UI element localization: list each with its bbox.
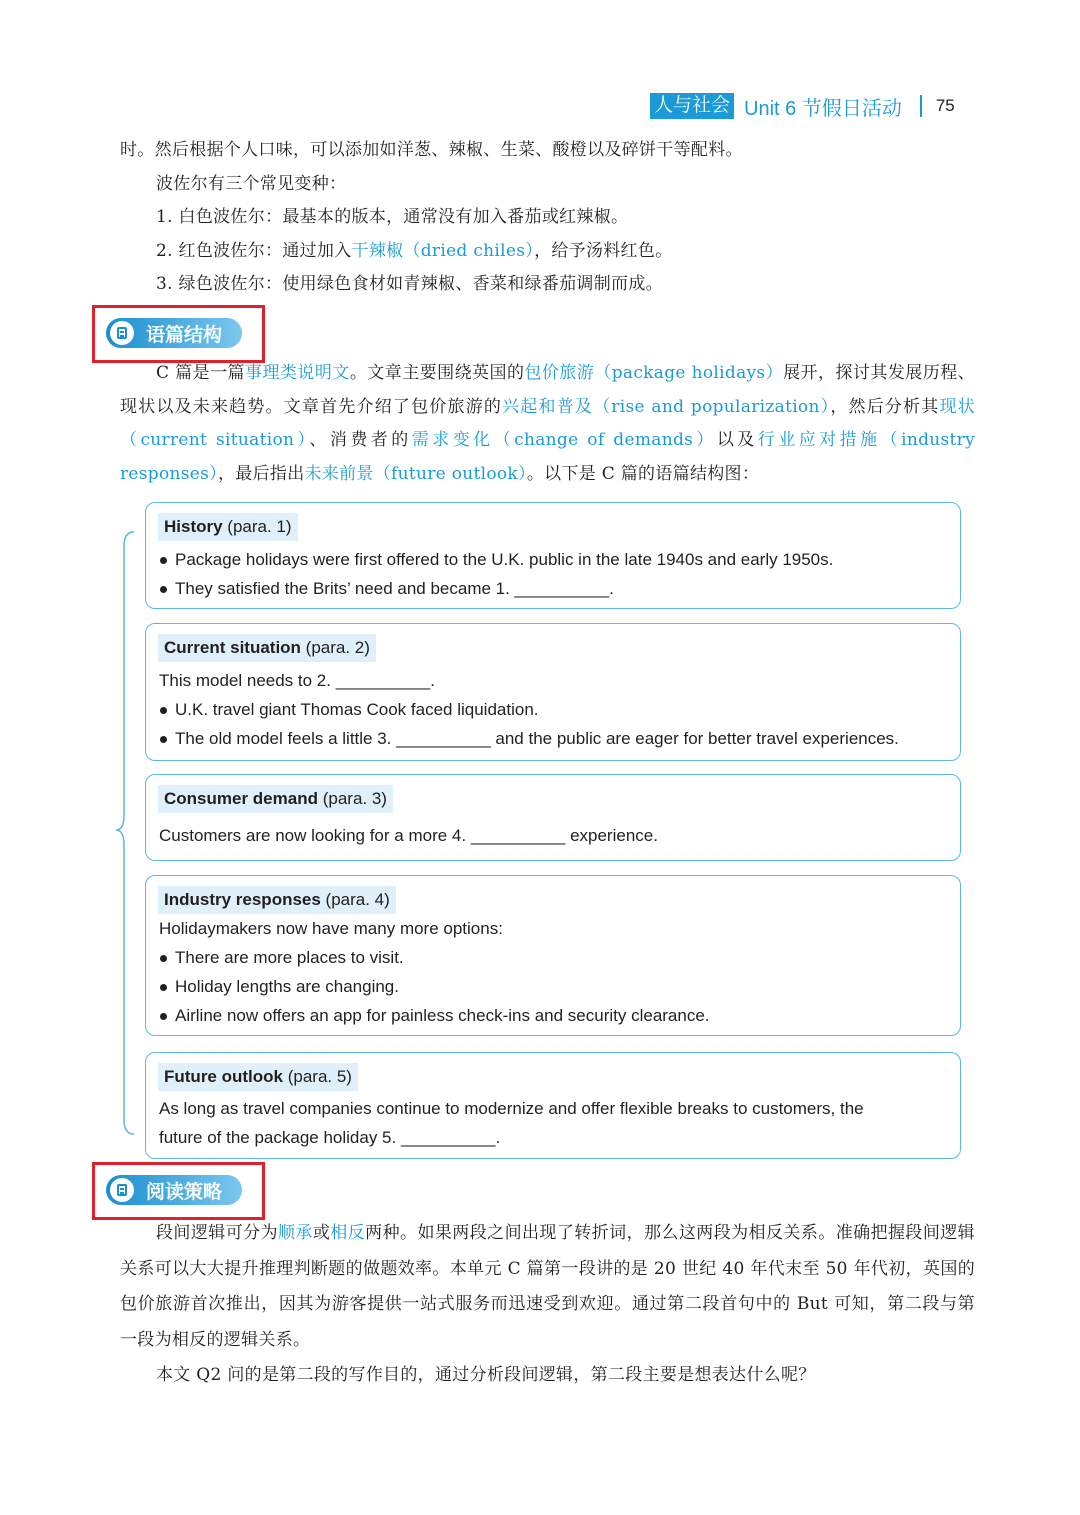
box-title-bold: Current situation xyxy=(164,638,301,657)
highlight-term: 行业应对措施（industry responses） xyxy=(120,430,975,484)
box-title-bold: Industry responses xyxy=(164,890,321,909)
header-unit-title: Unit 6 节假日活动 xyxy=(744,97,902,120)
text: 、消费者的 xyxy=(309,430,412,450)
structure-box-future-outlook xyxy=(145,1052,961,1159)
variant-item-2-highlight: 干辣椒（dried chiles） xyxy=(351,241,535,261)
box-title xyxy=(158,886,396,914)
structure-box-industry-responses xyxy=(145,875,961,1036)
text: 。文章主要围绕英国的 xyxy=(349,363,525,383)
bullet-item: The old model feels a little 3. __________ and the public are eager for better travel experiences. xyxy=(159,728,899,750)
box-line: Holidaymakers now have many more options: xyxy=(159,919,503,938)
brace-connector xyxy=(114,530,138,1136)
text: 两种。如果两段之间出现了转折词，那么这两段为相反关系。准确把握段间逻辑关系可以大大提升推理判断题的做题效率。本单元 C 篇第一段讲的是 20 世纪 40 年代末至 50 年代初，英国的包价旅游首次推出，因其为游客提供一站式服务而迅速受到欢迎。通过第二段首句中的 But 可知，第二段与第一段为相反的逻辑关系。 xyxy=(120,1223,975,1350)
section-badge-structure xyxy=(106,318,242,348)
text: ，最后指出 xyxy=(218,463,305,484)
box-line: future of the package holiday 5. __________. xyxy=(159,1128,501,1147)
text: 以及 xyxy=(716,430,758,450)
box-title-para: (para. 1) xyxy=(222,517,292,536)
text: C 篇是一篇 xyxy=(156,363,246,383)
box-title xyxy=(158,634,376,662)
document-icon xyxy=(110,321,134,345)
bullet-item: There are more places to visit. xyxy=(159,947,404,969)
intro-line-1: 时。然后根据个人口味，可以添加如洋葱、辣椒、生菜、酸橙以及碎饼干等配料。 xyxy=(120,140,743,160)
bullet-item: Holiday lengths are changing. xyxy=(159,976,399,998)
bullet-item: U.K. travel giant Thomas Cook faced liquidation. xyxy=(159,699,539,721)
variant-item-2-tail: ，给予汤料红色。 xyxy=(534,241,673,261)
highlight-term: 顺承 xyxy=(278,1223,313,1243)
text: 。以下是 C 篇的语篇结构图： xyxy=(526,463,760,484)
text: 展开，探讨其发展历程、现状以及未来趋势。文章首先介绍了包价旅游的 xyxy=(120,363,975,417)
box-title xyxy=(158,785,393,813)
box-line: Customers are now looking for a more 4. __________ experience. xyxy=(159,826,658,845)
box-title-para: (para. 5) xyxy=(282,1067,352,1086)
structure-paragraph xyxy=(120,357,975,491)
text: 或 xyxy=(312,1223,331,1243)
text: 段间逻辑可分为 xyxy=(156,1223,278,1243)
section-badge-strategy xyxy=(106,1175,242,1205)
highlight-term: 未来前景（future outlook） xyxy=(304,463,527,484)
highlight-term: 相反 xyxy=(330,1223,366,1243)
box-title xyxy=(158,1063,358,1091)
section-badge-label: 语篇结构 xyxy=(146,324,223,346)
box-line: As long as travel companies continue to modernize and offer flexible breaks to customers, the xyxy=(159,1099,864,1118)
question-line: 本文 Q2 问的是第二段的写作目的，通过分析段间逻辑，第二段主要是想表达什么呢？ xyxy=(156,1365,816,1385)
intro-line-2: 波佐尔有三个常见变种： xyxy=(156,174,347,194)
variant-item-2-text: 2. 红色波佐尔：通过加入 xyxy=(156,241,352,261)
page-number: 75 xyxy=(935,96,955,115)
box-title-para: (para. 4) xyxy=(320,890,390,909)
box-title-bold: History xyxy=(164,517,223,536)
box-title xyxy=(158,513,298,541)
running-header xyxy=(650,92,955,120)
bullet-item: Airline now offers an app for painless check-ins and security clearance. xyxy=(159,1005,710,1027)
text: ，然后分析其 xyxy=(830,396,940,417)
box-title-para: (para. 2) xyxy=(300,638,370,657)
variant-item-2 xyxy=(156,239,672,263)
box-line: This model needs to 2. __________. xyxy=(159,671,435,690)
bullet-item: They satisfied the Brits’ need and became 1. __________. xyxy=(159,578,614,600)
strategy-paragraph xyxy=(120,1216,975,1394)
variant-item-3: 3. 绿色波佐尔：使用绿色食材如青辣椒、香菜和绿番茄调制而成。 xyxy=(156,274,663,294)
structure-box-current-situation xyxy=(145,623,961,761)
header-theme-tag: 人与社会 xyxy=(650,93,734,119)
highlight-term: 现状（current situation） xyxy=(120,396,975,450)
structure-box-history xyxy=(145,502,961,609)
highlight-term: 事理类说明文 xyxy=(245,363,350,383)
document-icon xyxy=(110,1178,134,1202)
box-title-para: (para. 3) xyxy=(317,789,387,808)
header-divider xyxy=(920,95,922,117)
bullet-item: Package holidays were first offered to the U.K. public in the late 1940s and early 1950s. xyxy=(159,549,833,571)
highlight-term: 需求变化（change of demands） xyxy=(411,430,717,450)
box-title-bold: Consumer demand xyxy=(164,789,318,808)
box-title-bold: Future outlook xyxy=(164,1067,283,1086)
variant-item-1: 1. 白色波佐尔：最基本的版本，通常没有加入番茄或红辣椒。 xyxy=(156,207,629,227)
section-badge-label: 阅读策略 xyxy=(146,1181,223,1203)
highlight-term: 兴起和普及（rise and popularization） xyxy=(502,396,831,417)
structure-box-consumer-demand xyxy=(145,774,961,861)
highlight-term: 包价旅游（package holidays） xyxy=(524,363,784,383)
